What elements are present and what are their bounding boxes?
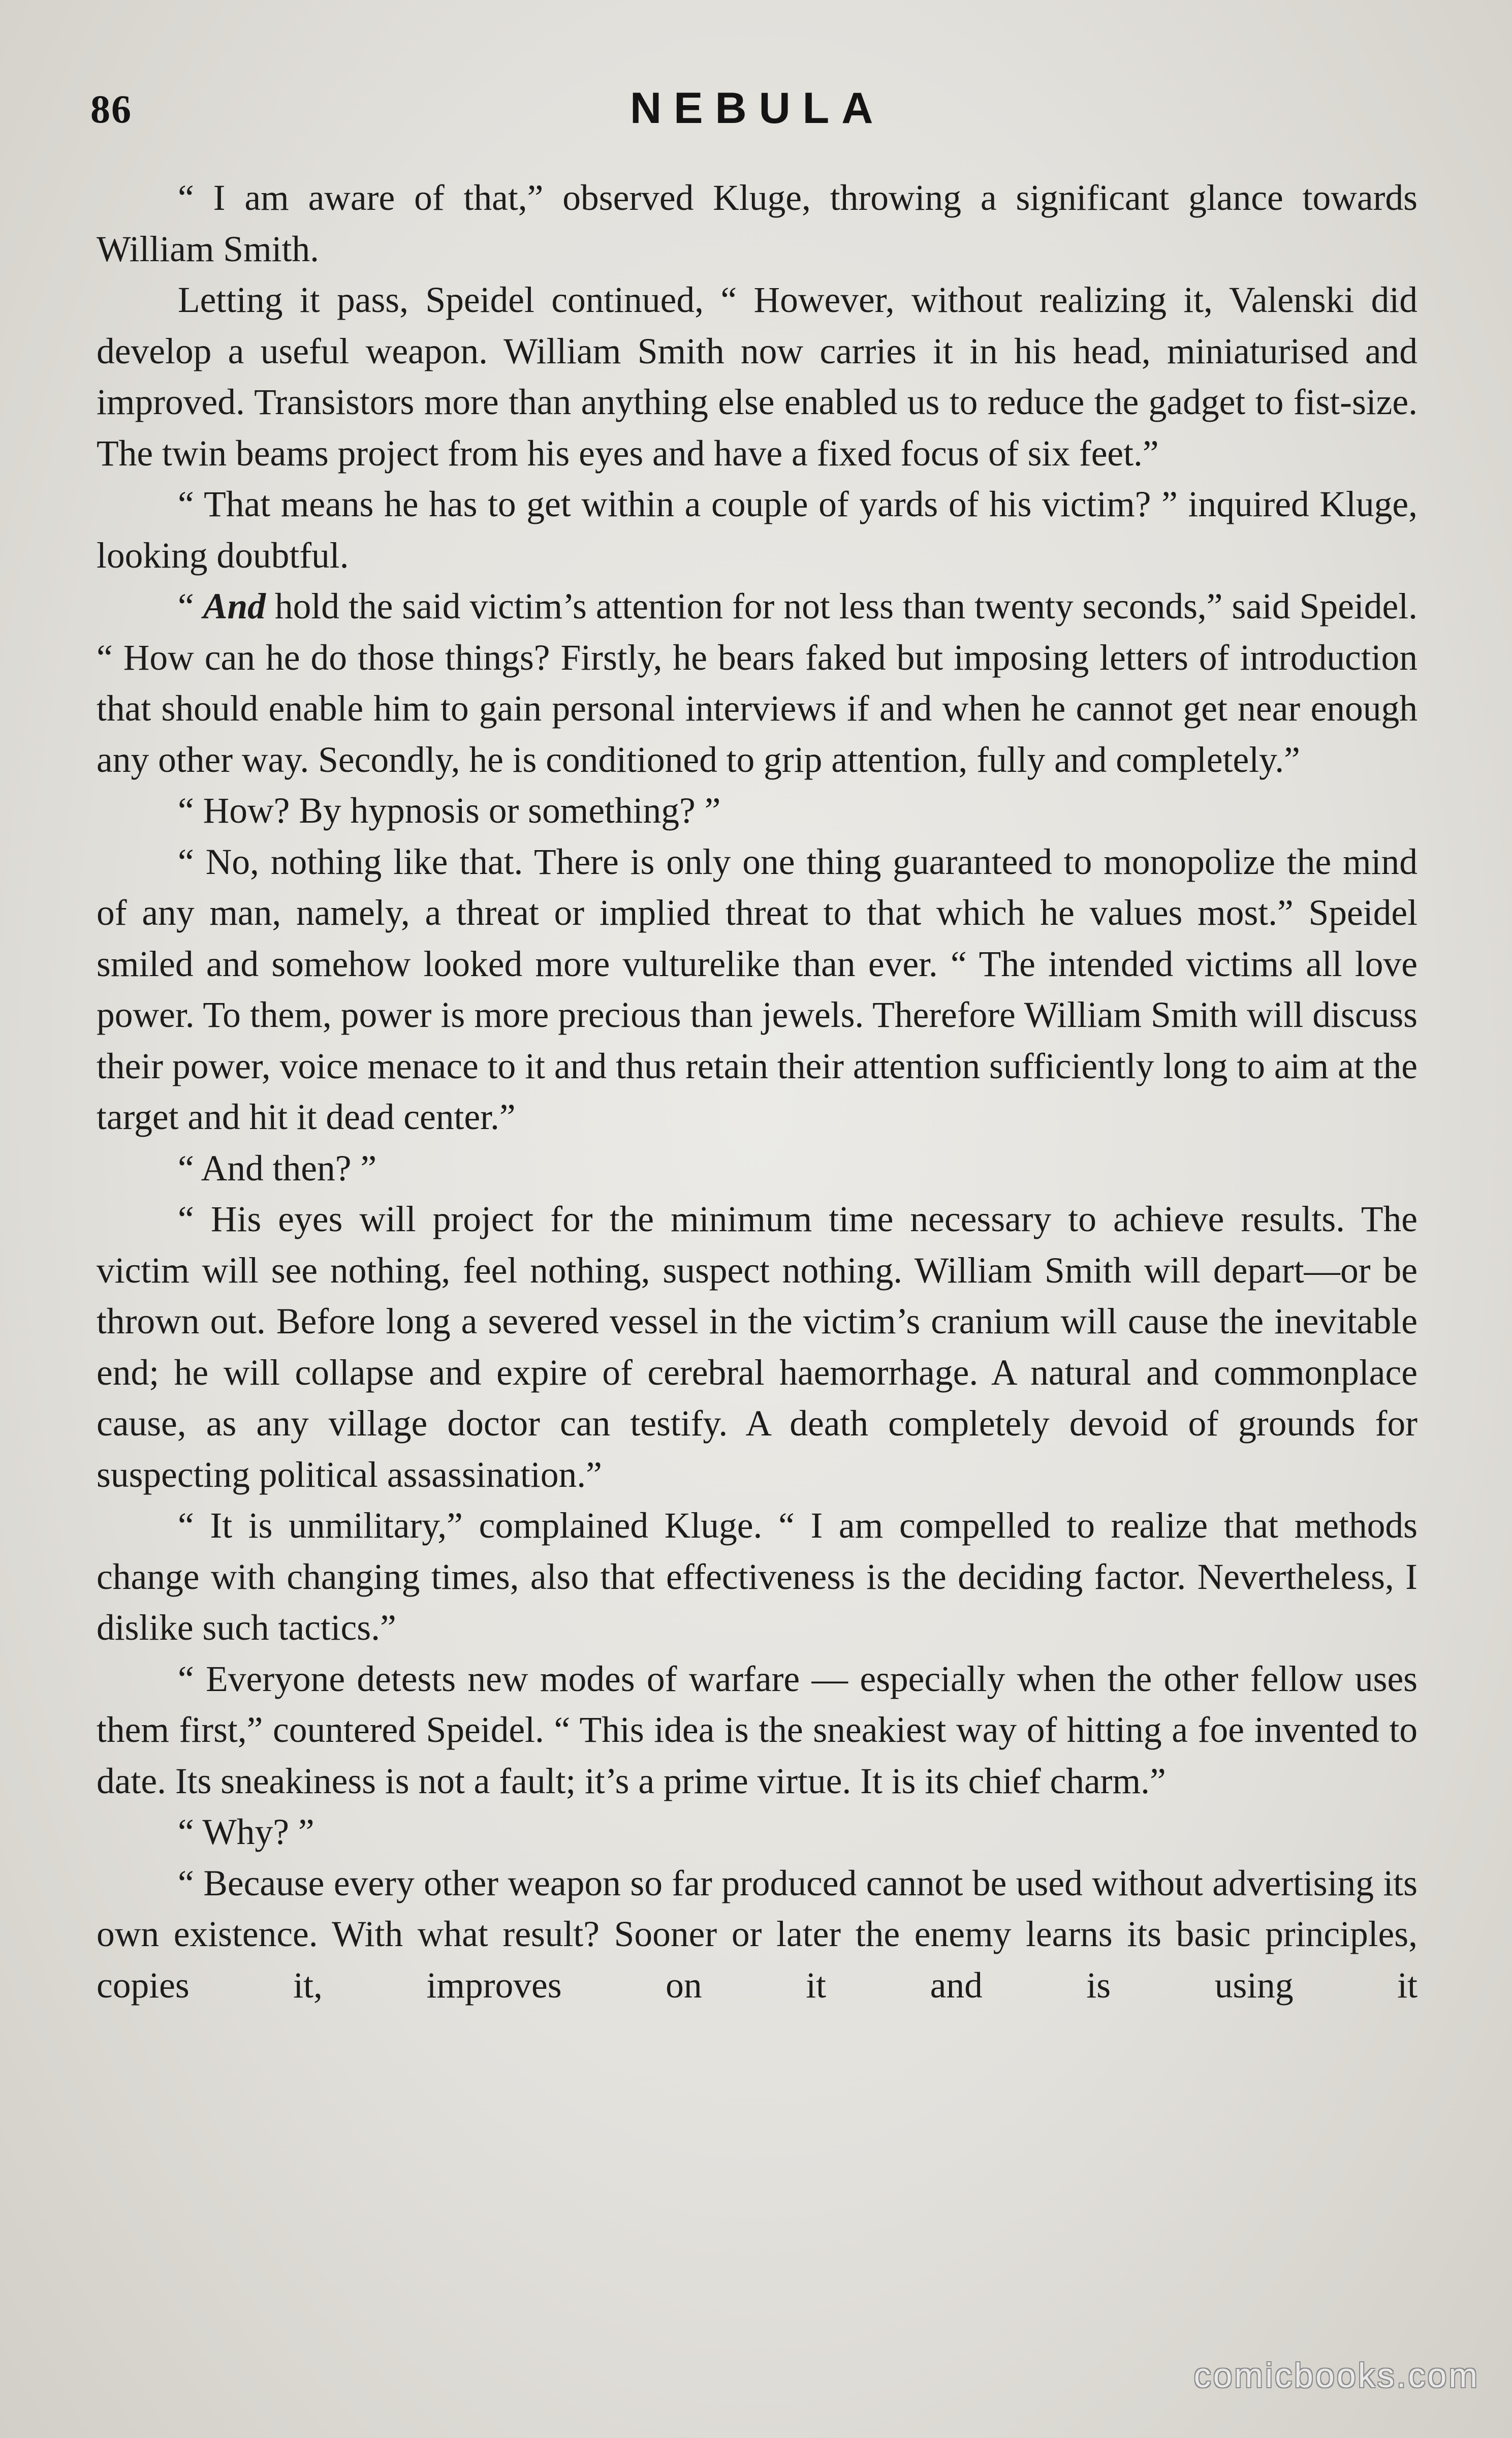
body-text bbox=[97, 173, 1418, 2011]
paragraph: “ His eyes will project for the minimum time necessary to achieve results. The victim will see nothing, feel nothing, suspect nothing. William Smith will depart—or be thrown out. Before long a severed vessel in the victim’s cranium will cause the inevitable end; he will collapse and expire of cerebral haemorrhage. A natural and commonplace cause, as any village doctor can testify. A death completely devoid of grounds for suspecting political assassination.” bbox=[97, 1199, 1418, 1495]
watermark: comicbooks.com bbox=[1193, 2356, 1479, 2395]
emphasized-word: And bbox=[203, 586, 266, 627]
paragraph: “ No, nothing like that. There is only one thing guaranteed to monopolize the mind of any man, namely, a threat or implied threat to that which he values most.” Speidel smiled and somehow looked more vulturelike than ever. “ The intended victims all love power. To them, power is more precious than jewels. Therefore William Smith will discuss their power, voice menace to it and thus retain their attention sufficiently long to aim at the target and hit it dead center.” bbox=[97, 841, 1418, 1137]
paragraph: “ I am aware of that,” observed Kluge, throwing a significant glance towards William Smith. bbox=[97, 178, 1418, 269]
page-header bbox=[0, 81, 1512, 137]
paragraph: “ Because every other weapon so far produced cannot be used without advertising its own existence. With what result? Sooner or later the enemy learns its basic principles, copies it, improves on it and is using it bbox=[97, 1863, 1418, 2006]
paragraph bbox=[97, 581, 1418, 786]
paragraph: “ That means he has to get within a couple of yards of his victim? ” inquired Kluge, looking doubtful. bbox=[97, 484, 1418, 576]
paragraph: Letting it pass, Speidel continued, “ However, without realizing it, Valenski did develop a useful weapon. William Smith now carries it in his head, miniaturised and improved. Transistors more than anything else enabled us to reduce the gadget to fist-size. The twin beams project from his eyes and have a fixed focus of six feet.” bbox=[97, 280, 1418, 474]
paragraph: “ And then? ” bbox=[178, 1148, 377, 1189]
paragraph: “ Why? ” bbox=[178, 1812, 314, 1852]
paragraph-text: hold the said victim’s attention for not less than twenty seconds,” said Speidel. “ How can he do those things? Firstly, he bears faked but imposing letters of introduction that should enable him to gain personal interviews if and when he cannot get near enough any other way. Secondly, he is conditioned to grip attention, fully and completely.” bbox=[97, 586, 1418, 780]
running-title: NEBULA bbox=[630, 84, 886, 133]
paragraph: “ It is unmilitary,” complained Kluge. “ I am compelled to realize that methods change with changing times, also that effectiveness is the deciding factor. Nevertheless, I dislike such tactics.” bbox=[97, 1506, 1418, 1648]
paragraph: “ How? By hypnosis or something? ” bbox=[178, 791, 721, 831]
paragraph-lead-quote: “ bbox=[178, 586, 203, 627]
page-number: 86 bbox=[90, 87, 132, 131]
paragraph: “ Everyone detests new modes of warfare — especially when the other fellow uses them first,” countered Speidel. “ This idea is the sneakiest way of hitting a foe invented to date. Its sneakiness is not a fault; it’s a prime virtue. It is its chief charm.” bbox=[97, 1659, 1418, 1801]
